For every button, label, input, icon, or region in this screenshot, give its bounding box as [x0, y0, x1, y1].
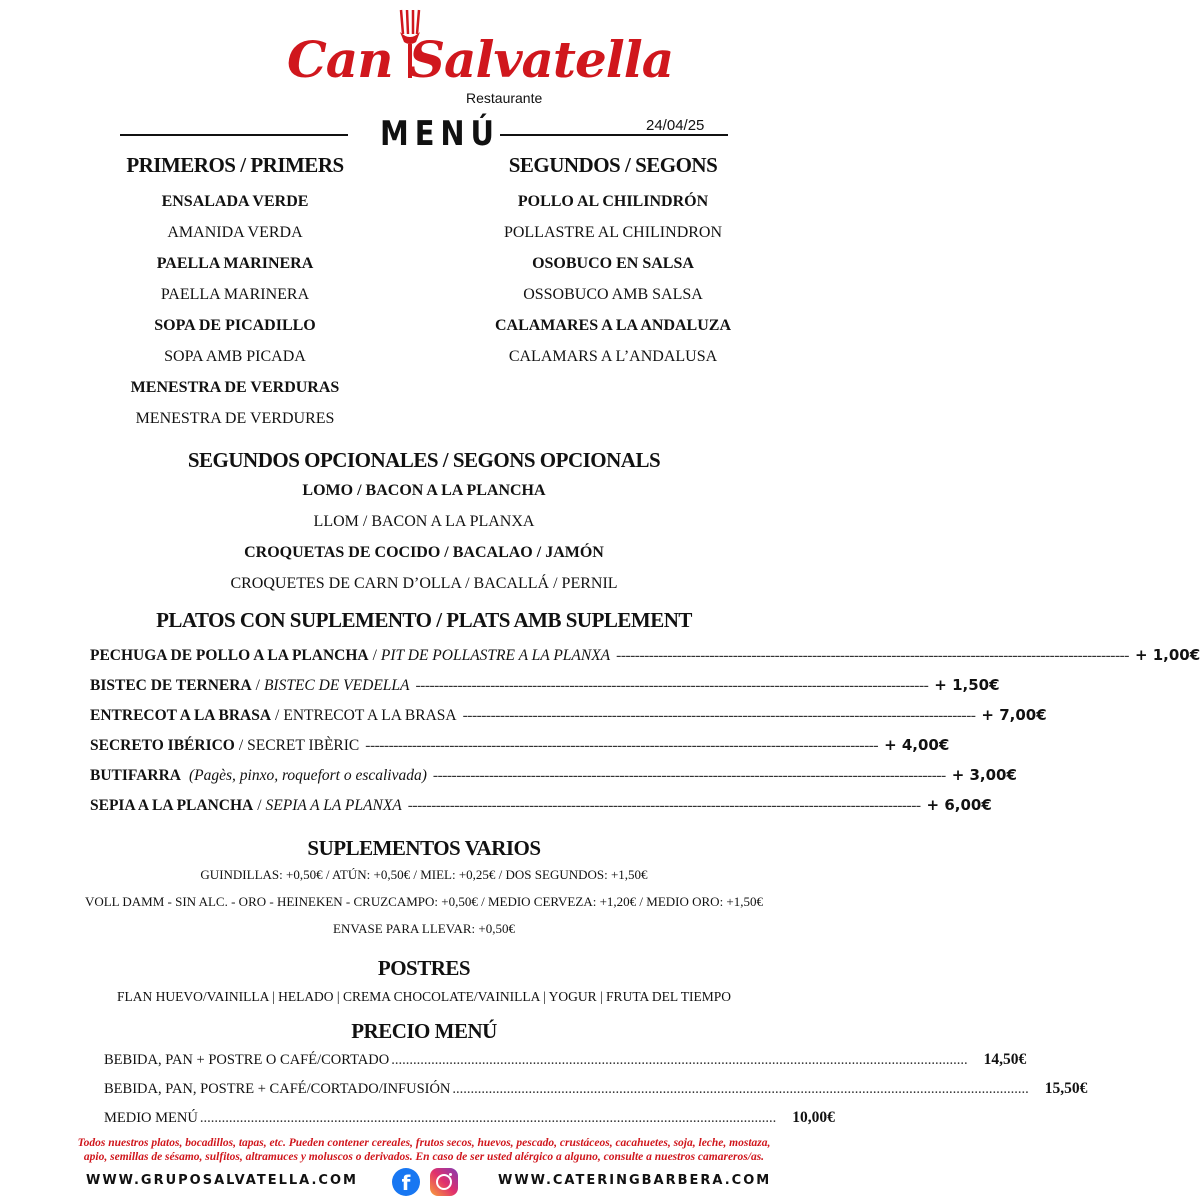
- brand-name: Can Salvatella: [287, 30, 674, 89]
- dish-price: + 4,00€: [884, 736, 950, 754]
- dish-es: SOPA DE PICADILLO: [154, 317, 316, 334]
- postres-line: FLAN HUEVO/VAINILLA | HELADO | CREMA CHOCOLATE/VAINILLA | YOGUR | FRUTA DEL TIEMPO: [117, 989, 731, 1004]
- dish-name: PECHUGA DE POLLO A LA PLANCHA: [90, 647, 369, 664]
- dish-separator: /: [255, 677, 260, 694]
- precio-value: 14,50€: [983, 1051, 1027, 1068]
- dish-separator: /: [257, 797, 262, 814]
- dish-ca: CALAMARS A L’ANDALUSA: [508, 348, 718, 365]
- leader-dashes: --------------------------------------------------------------------------------------------------------------: [407, 797, 921, 814]
- dish-name: BUTIFARRA: [90, 767, 181, 784]
- dish-price: + 6,00€: [926, 796, 992, 814]
- dish-ca: SOPA AMB PICADA: [164, 348, 306, 365]
- leader-dots: ...............................................................................................................................................................: [199, 1110, 777, 1126]
- dish-ca: AMANIDA VERDA: [167, 224, 303, 241]
- dish-ca: PAELLA MARINERA: [160, 286, 310, 303]
- precio-label: BEBIDA, PAN + POSTRE O CAFÉ/CORTADO: [104, 1052, 390, 1068]
- dish-separator: /: [238, 737, 244, 754]
- header-rule-right: [500, 134, 728, 136]
- varios-line: ENVASE PARA LLEVAR: +0,50€: [333, 921, 515, 936]
- logo: [0, 8, 848, 108]
- dish-es: OSOBUCO EN SALSA: [532, 255, 694, 272]
- opcional-ca: CROQUETES DE CARN D’OLLA / BACALLÁ / PERNIL: [230, 575, 618, 592]
- segundos-title: SEGUNDOS / SEGONS: [508, 153, 718, 177]
- leader-dashes: --------------------------------------------------------------------------------------------------------------: [616, 647, 1129, 664]
- dish-ca: MENESTRA DE VERDURES: [135, 410, 335, 427]
- brand-subtitle: Restaurante: [466, 90, 543, 106]
- dish-alt: PIT DE POLLASTRE A LA PLANXA: [380, 647, 611, 664]
- dish-name: BISTEC DE TERNERA: [90, 677, 252, 694]
- dish-name: ENTRECOT A LA BRASA: [90, 707, 272, 724]
- opcional-es: CROQUETAS DE COCIDO / BACALAO / JAMÓN: [244, 544, 604, 561]
- leader-dashes: --------------------------------------------------------------------------------------------------------------: [432, 767, 946, 784]
- menu-date: 24/04/25: [646, 117, 705, 134]
- primeros-title: PRIMEROS / PRIMERS: [126, 153, 344, 177]
- opcionales-title: SEGUNDOS OPCIONALES / SEGONS OPCIONALS: [187, 448, 661, 472]
- varios-title: SUPLEMENTOS VARIOS: [307, 836, 541, 860]
- dish-price: + 1,50€: [934, 676, 1000, 694]
- dish-name: SEPIA A LA PLANCHA: [90, 797, 254, 814]
- website-left-link[interactable]: WWW.GRUPOSALVATELLA.COM: [86, 1173, 358, 1188]
- leader-dashes: --------------------------------------------------------------------------------------------------------------: [415, 677, 929, 694]
- dish-separator: /: [275, 707, 280, 724]
- dish-price: + 1,00€: [1134, 646, 1200, 664]
- facebook-icon[interactable]: f: [392, 1168, 420, 1196]
- precio-row: [104, 1051, 1027, 1069]
- suplemento-row: [90, 796, 992, 826]
- dish-alt: ENTRECOT A LA BRASA: [283, 707, 457, 724]
- segundos-column: [443, 150, 783, 372]
- primeros-column: [65, 150, 405, 434]
- dish-price: + 3,00€: [951, 766, 1017, 784]
- suplemento-title: PLATOS CON SUPLEMENTO / PLATS AMB SUPLEMENT: [156, 608, 692, 632]
- allergy-line: Todos nuestros platos, bocadillos, tapas, etc. Pueden contener cereales, frutos secos, huevos, pescado, crustáceos, cacahuetes, soja, leche, mostaza,: [77, 1137, 771, 1149]
- suplemento-row: [90, 676, 1000, 706]
- website-right-link[interactable]: WWW.CATERINGBARBERA.COM: [498, 1173, 772, 1188]
- dish-es: MENESTRA DE VERDURAS: [130, 379, 340, 396]
- opcional-ca: LLOM / BACON A LA PLANXA: [313, 513, 535, 530]
- suplemento-row: [90, 736, 950, 766]
- menu-title: MENÚ: [380, 114, 500, 154]
- precio-value: 15,50€: [1044, 1080, 1088, 1097]
- dish-alt: SECRET IBÈRIC: [247, 737, 360, 754]
- leader-dashes: --------------------------------------------------------------------------------------------------------------: [365, 737, 879, 754]
- precio-row: [104, 1080, 1088, 1098]
- dish-price: + 7,00€: [981, 706, 1047, 724]
- instagram-icon[interactable]: [430, 1168, 458, 1196]
- dish-es: POLLO AL CHILINDRÓN: [517, 193, 709, 210]
- precio-label: BEBIDA, PAN, POSTRE + CAFÉ/CORTADO/INFUSIÓN: [104, 1081, 451, 1097]
- allergy-note: [0, 1136, 848, 1164]
- dish-es: ENSALADA VERDE: [161, 193, 309, 210]
- precio-value: 10,00€: [792, 1109, 835, 1126]
- suplemento-row: [90, 766, 1017, 796]
- postres-title: POSTRES: [377, 956, 471, 980]
- dish-es: PAELLA MARINERA: [156, 255, 314, 272]
- precio-title: PRECIO MENÚ: [351, 1019, 497, 1043]
- header-rule-left: [120, 134, 348, 136]
- varios-line: GUINDILLAS: +0,50€ / ATÚN: +0,50€ / MIEL: +0,25€ / DOS SEGUNDOS: +1,50€: [200, 867, 648, 882]
- leader-dots: ...............................................................................................................................................................: [391, 1052, 968, 1068]
- dish-name: SECRETO IBÉRICO: [90, 737, 235, 754]
- dish-separator: /: [372, 647, 377, 664]
- dish-alt: BISTEC DE VEDELLA: [263, 677, 410, 694]
- precio-label: MEDIO MENÚ: [104, 1110, 198, 1126]
- suplemento-row: [90, 646, 1200, 676]
- suplemento-row: [90, 706, 1047, 736]
- allergy-line: apio, semillas de sésamo, sulfitos, altramuces y moluscos o derivados. En caso de ser usted alérgico a alguno, consulte a nuestros camareros/as.: [83, 1151, 765, 1163]
- dish-ca: POLLASTRE AL CHILINDRON: [503, 224, 723, 241]
- dish-ca: OSSOBUCO AMB SALSA: [523, 286, 703, 303]
- leader-dots: ...............................................................................................................................................................: [452, 1081, 1029, 1097]
- leader-dashes: --------------------------------------------------------------------------------------------------------------: [462, 707, 976, 724]
- opcional-es: LOMO / BACON A LA PLANCHA: [302, 482, 546, 499]
- dish-alt: (Pagès, pinxo, roquefort o escalivada): [189, 767, 427, 784]
- dish-es: CALAMARES A LA ANDALUZA: [494, 317, 732, 334]
- precio-row: [104, 1109, 835, 1127]
- varios-line: VOLL DAMM - SIN ALC. - ORO - HEINEKEN - CRUZCAMPO: +0,50€ / MEDIO CERVEZA: +1,20€ / MEDIO ORO: +1,50€: [84, 894, 764, 909]
- dish-alt: SEPIA A LA PLANXA: [265, 797, 402, 814]
